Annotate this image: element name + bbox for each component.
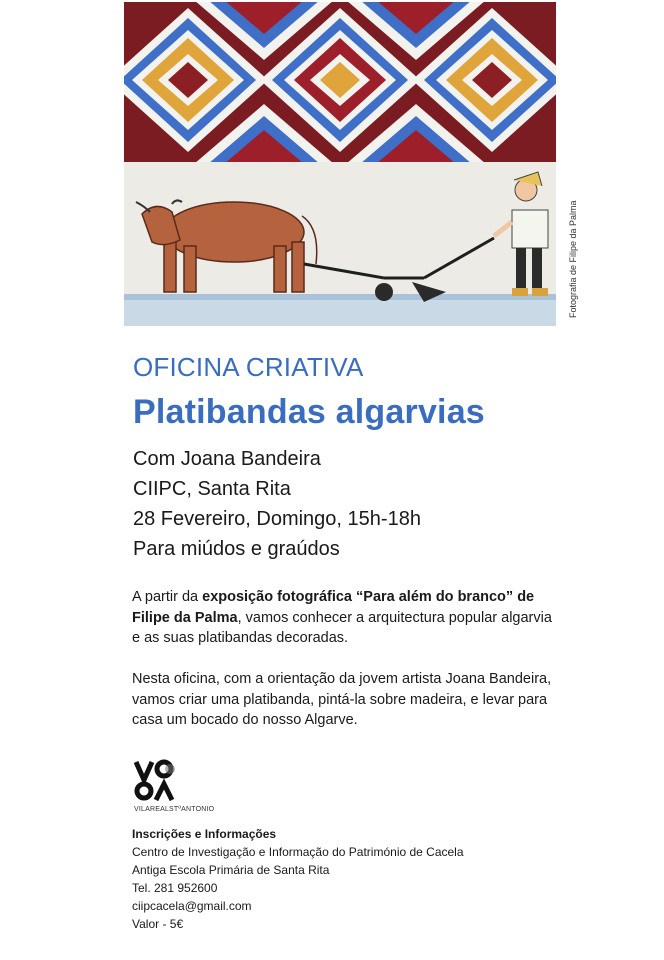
detail-date-time: 28 Fevereiro, Domingo, 15h-18h xyxy=(133,508,421,530)
intro-text-1: A partir da xyxy=(132,589,203,605)
detail-audience: Para miúdos e graúdos xyxy=(133,538,340,560)
event-kicker: OFICINA CRIATIVA xyxy=(133,352,364,382)
detail-venue: CIIPC, Santa Rita xyxy=(133,478,291,500)
photo-credit xyxy=(566,186,582,326)
intro-text-2: , vamos conhecer a arquitectura popular algarvia e as suas platibandas decoradas. xyxy=(132,609,552,646)
contact-price: Valor - 5€ xyxy=(132,917,184,931)
event-title: Platibandas algarvias xyxy=(133,393,485,431)
contact-org: Centro de Investigação e Informação do Património de Cacela xyxy=(132,845,464,859)
event-details xyxy=(133,444,421,564)
workshop-paragraph: Nesta oficina, com a orientação da jovem artista Joana Bandeira, vamos criar uma platibanda, pintá-la sobre madeira, e levar para casa um bocado do nosso Algarve. xyxy=(132,671,552,728)
header-photo-platibanda xyxy=(124,2,556,326)
intro-exhibition: exposição fotográfica “Para além do branco” de Filipe da Palma xyxy=(132,589,535,626)
contact-phone: Tel. 281 952600 xyxy=(132,881,218,895)
photo-credit-text: Fotografia de Filipe da Palma xyxy=(568,200,578,318)
detail-host: Com Joana Bandeira xyxy=(133,448,321,470)
contact-address: Antiga Escola Primária de Santa Rita xyxy=(132,863,330,877)
contacts-heading: Inscrições e Informações xyxy=(132,827,277,841)
intro-paragraph xyxy=(132,587,562,649)
logo-caption: VILAREALSTºANTONIO xyxy=(134,806,215,813)
contacts-block xyxy=(132,825,464,933)
contact-email[interactable]: ciipcacela@gmail.com xyxy=(132,899,252,913)
